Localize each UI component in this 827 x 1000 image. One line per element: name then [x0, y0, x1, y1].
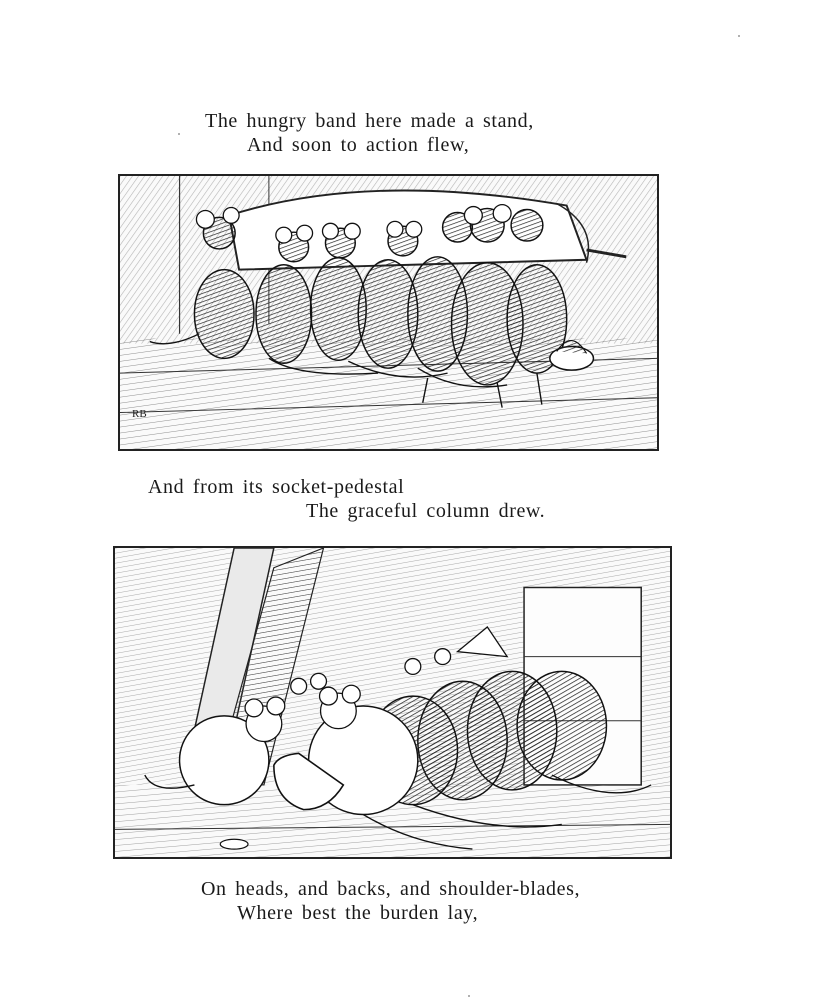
top-illustration — [118, 174, 659, 451]
verse-line: The graceful column drew. — [306, 500, 546, 522]
verse-line: And from its socket-pedestal — [148, 476, 405, 498]
mice-pulling-candle-icon — [115, 548, 670, 857]
paper-speck — [178, 133, 180, 135]
mice-carrying-candle-icon — [120, 176, 657, 449]
paper-speck — [468, 995, 470, 997]
paper-speck — [738, 35, 740, 37]
verse-line: And soon to action flew, — [247, 134, 470, 156]
bottom-illustration — [113, 546, 672, 859]
verse-line: The hungry band here made a stand, — [205, 110, 534, 132]
verse-line: On heads, and backs, and shoulder-blades, — [201, 878, 581, 900]
verse-line: Where best the burden lay, — [237, 902, 479, 924]
artist-monogram: RB — [132, 408, 147, 420]
